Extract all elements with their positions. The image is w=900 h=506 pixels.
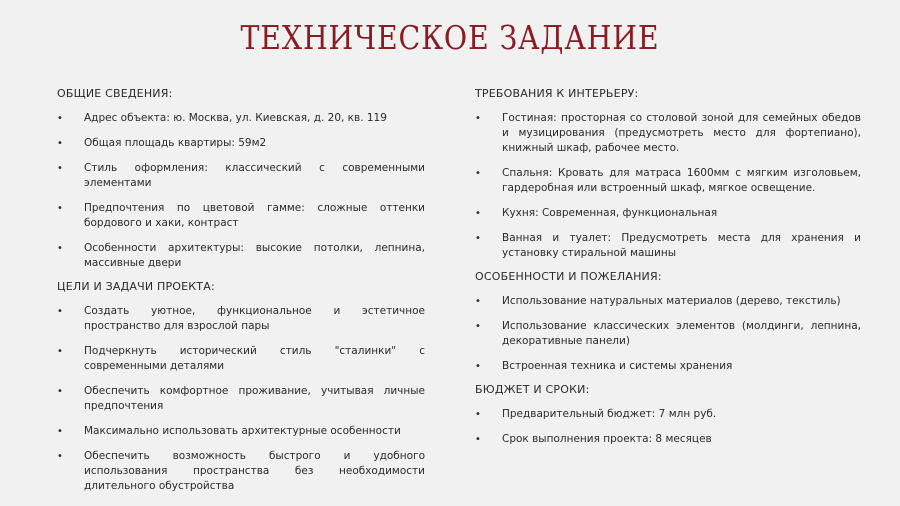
list-item <box>475 294 861 309</box>
section-heading-wishes: ОСОБЕННОСТИ И ПОЖЕЛАНИЯ: <box>475 270 662 283</box>
bullet-icon: • <box>57 113 63 124</box>
bullet-icon: • <box>475 321 481 332</box>
interior-list <box>475 111 861 261</box>
list-item <box>475 407 861 422</box>
bullet-icon: • <box>475 296 481 307</box>
list-item <box>57 136 425 151</box>
wishes-list <box>475 294 861 374</box>
list-item <box>57 111 425 126</box>
list-item-text: Создать уютное, функциональное и эстетичное пространство для взрослой пары <box>84 305 425 332</box>
list-item <box>475 319 861 349</box>
bullet-icon: • <box>475 208 481 219</box>
bullet-icon: • <box>475 361 481 372</box>
list-item-text: Подчеркнуть исторический стиль "сталинки" с современными деталями <box>84 345 425 372</box>
list-item <box>57 304 425 334</box>
list-item <box>57 344 425 374</box>
list-item-text: Общая площадь квартиры: 59м2 <box>84 137 267 149</box>
list-item <box>57 201 425 231</box>
bullet-icon: • <box>57 426 63 437</box>
section-heading-general: ОБЩИЕ СВЕДЕНИЯ: <box>57 87 173 100</box>
section-heading-interior: ТРЕБОВАНИЯ К ИНТЕРЬЕРУ: <box>475 87 639 100</box>
bullet-icon: • <box>57 451 63 462</box>
list-item-text: Гостиная: просторная со столовой зоной для семейных обедов и музицирования (предусмотреть место для фортепиано), книжный шкаф, рабочее место. <box>502 112 861 154</box>
bullet-icon: • <box>475 168 481 179</box>
list-item-text: Использование натуральных материалов (дерево, текстиль) <box>502 295 841 307</box>
bullet-icon: • <box>57 138 63 149</box>
list-item-text: Предпочтения по цветовой гамме: сложные оттенки бордового и хаки, контраст <box>84 202 425 229</box>
list-item-text: Ванная и туалет: Предусмотреть места для хранения и установку стиральной машины <box>502 232 861 259</box>
list-item <box>475 206 861 221</box>
budget-list <box>475 407 861 447</box>
list-item <box>475 111 861 156</box>
bullet-icon: • <box>475 409 481 420</box>
general-list <box>57 111 425 271</box>
list-item-text: Адрес объекта: ю. Москва, ул. Киевская, д. 20, кв. 119 <box>84 112 387 124</box>
list-item <box>475 231 861 261</box>
list-item <box>475 166 861 196</box>
bullet-icon: • <box>57 243 63 254</box>
section-heading-budget: БЮДЖЕТ И СРОКИ: <box>475 383 590 396</box>
goals-list <box>57 304 425 494</box>
list-item-text: Обеспечить комфортное проживание, учитывая личные предпочтения <box>84 385 425 412</box>
page-title: ТЕХНИЧЕСКОЕ ЗАДАНИЕ <box>240 18 660 57</box>
bullet-icon: • <box>57 386 63 397</box>
list-item <box>57 449 425 494</box>
list-item <box>57 424 425 439</box>
list-item <box>475 432 861 447</box>
bullet-icon: • <box>475 113 481 124</box>
list-item-text: Срок выполнения проекта: 8 месяцев <box>502 433 712 445</box>
bullet-icon: • <box>475 434 481 445</box>
list-item <box>57 384 425 414</box>
list-item <box>57 161 425 191</box>
list-item-text: Обеспечить возможность быстрого и удобного использования пространства без необходимости длительного обустройства <box>84 450 425 492</box>
list-item-text: Использование классических элементов (молдинги, лепнина, декоративные панели) <box>502 320 861 347</box>
list-item-text: Кухня: Современная, функциональная <box>502 207 718 219</box>
list-item-text: Максимально использовать архитектурные особенности <box>84 425 401 437</box>
bullet-icon: • <box>57 306 63 317</box>
list-item-text: Особенности архитектуры: высокие потолки, лепнина, массивные двери <box>84 242 425 269</box>
bullet-icon: • <box>57 346 63 357</box>
bullet-icon: • <box>57 163 63 174</box>
list-item <box>475 359 861 374</box>
right-column <box>475 86 861 457</box>
left-column <box>57 86 425 504</box>
section-heading-goals: ЦЕЛИ И ЗАДАЧИ ПРОЕКТА: <box>57 280 215 293</box>
list-item-text: Встроенная техника и системы хранения <box>502 360 733 372</box>
bullet-icon: • <box>475 233 481 244</box>
list-item <box>57 241 425 271</box>
list-item-text: Предварительный бюджет: 7 млн руб. <box>502 408 717 420</box>
list-item-text: Спальня: Кровать для матраса 1600мм с мягким изголовьем, гардеробная или встроенный шкаф, мягкое освещение. <box>502 167 861 194</box>
list-item-text: Стиль оформления: классический с современными элементами <box>84 162 425 189</box>
bullet-icon: • <box>57 203 63 214</box>
